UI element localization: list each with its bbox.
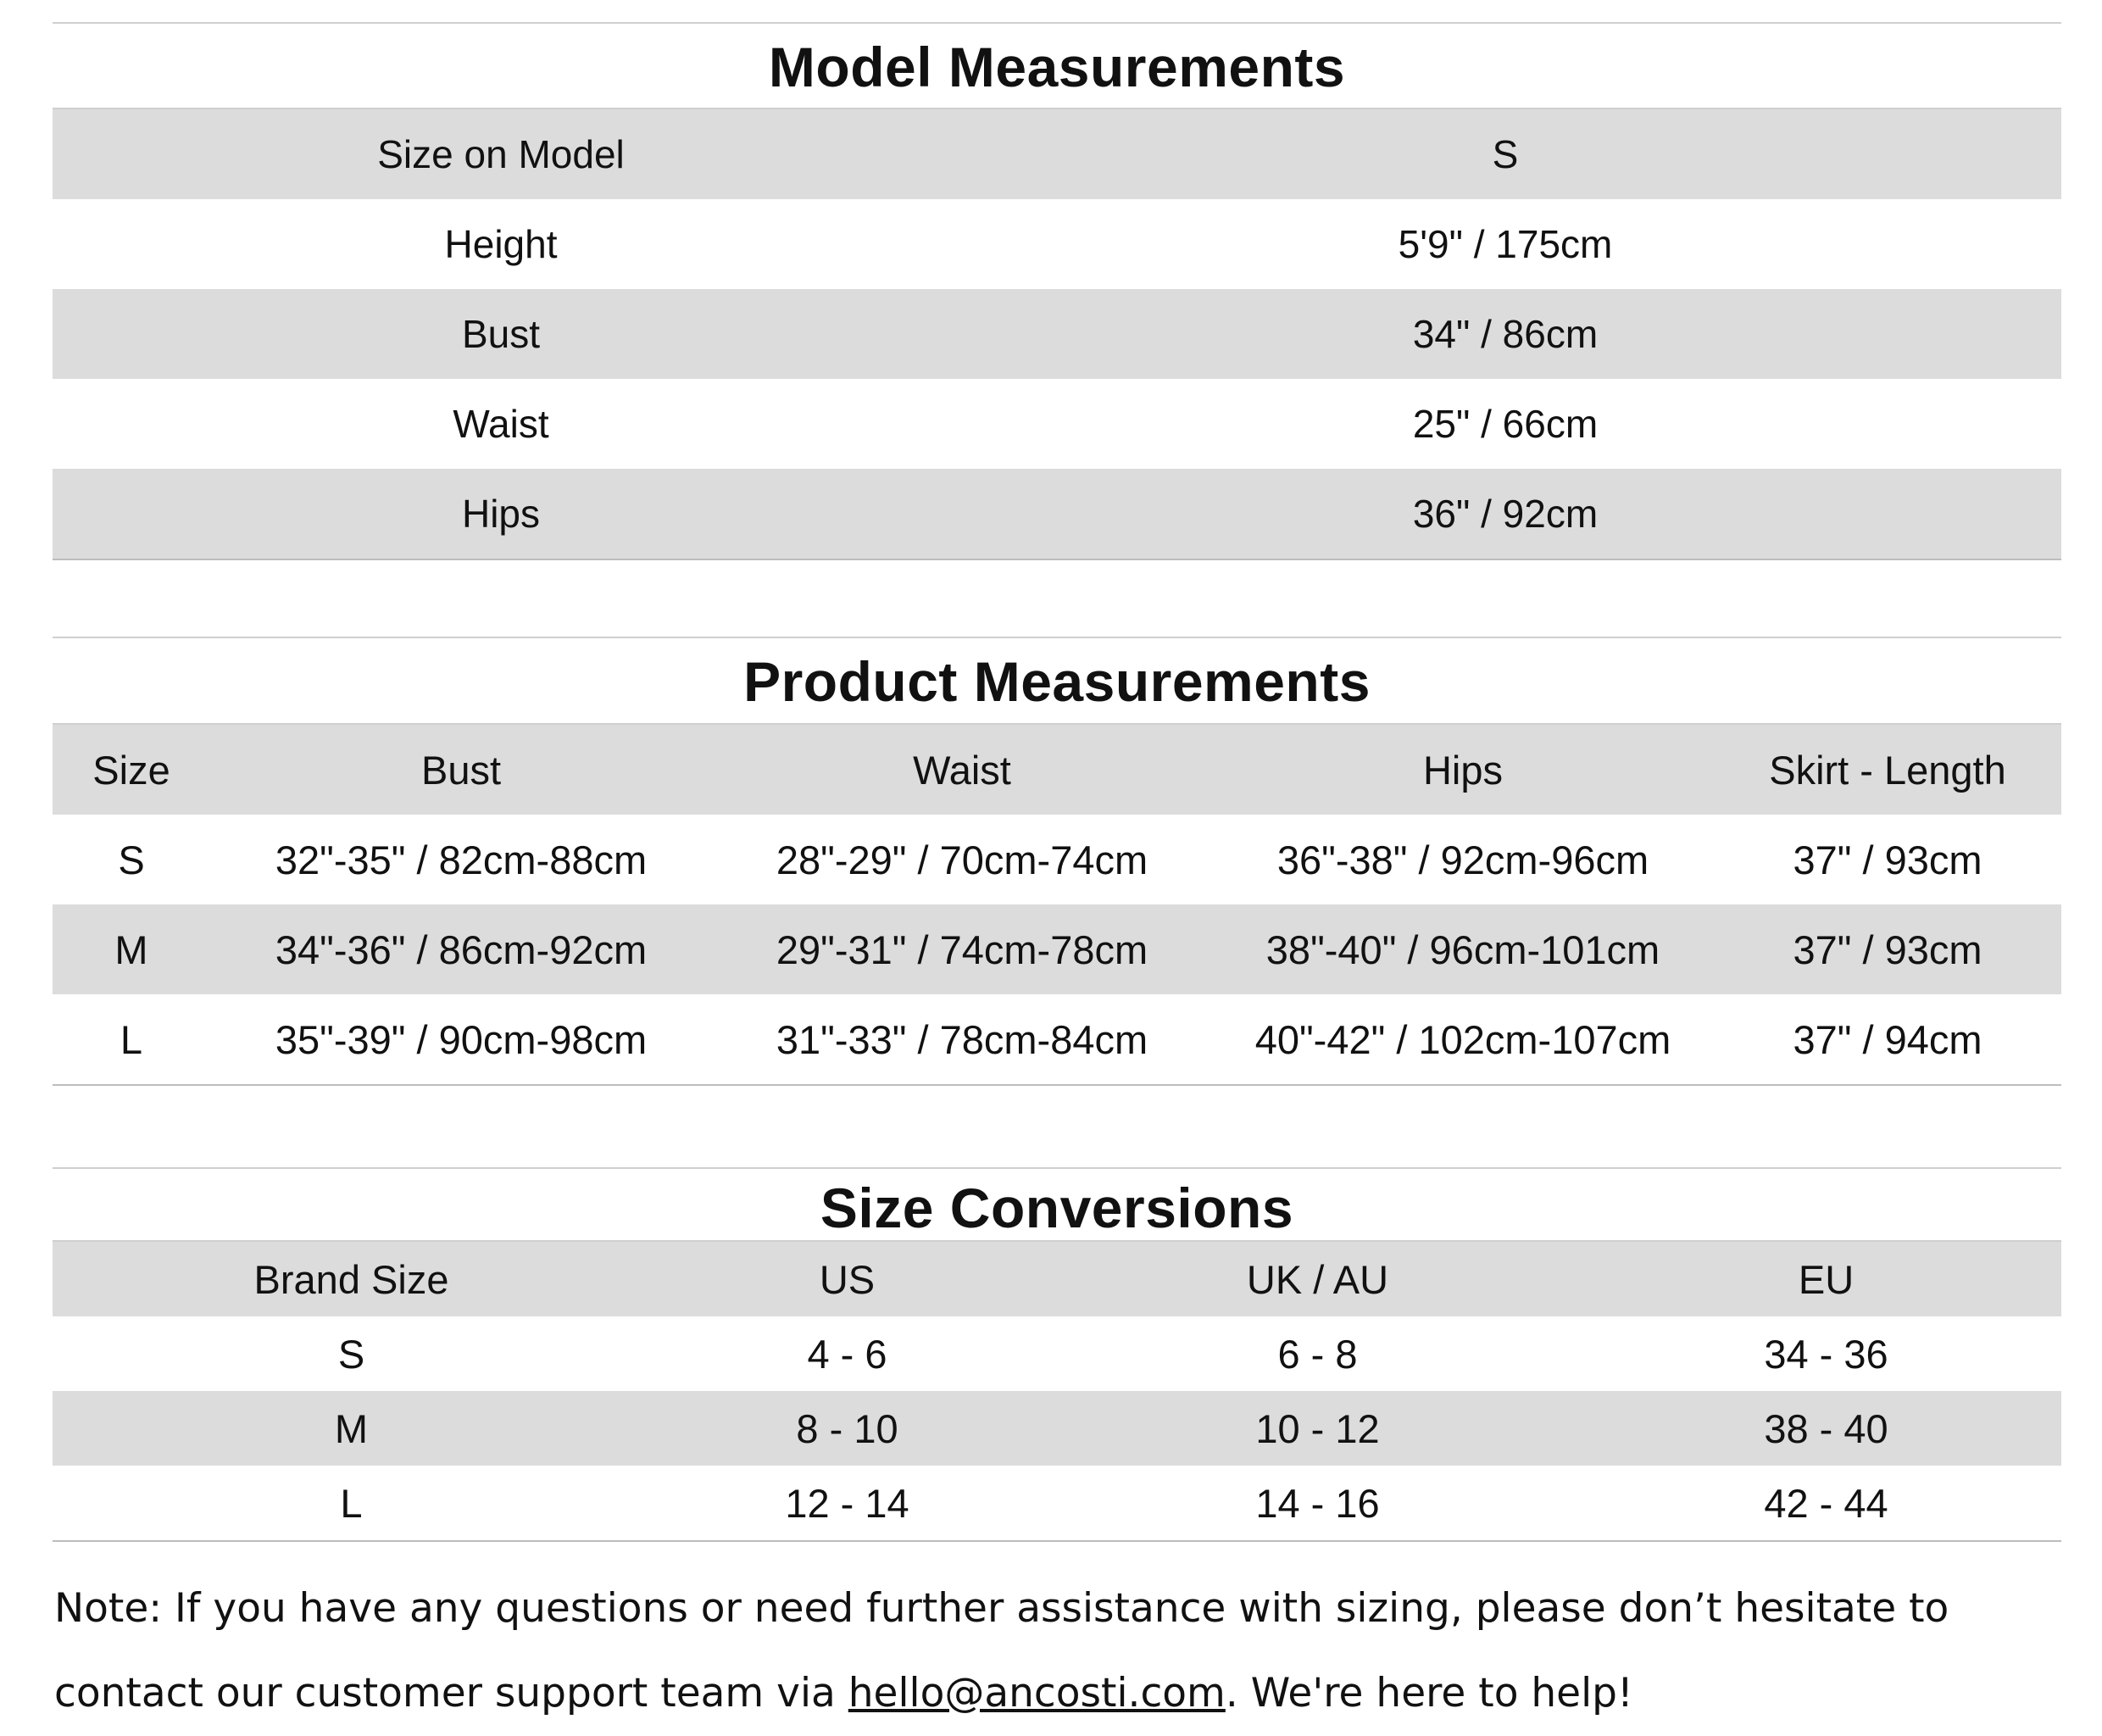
column-header: Waist xyxy=(712,725,1212,815)
size-conversions-section xyxy=(53,1167,2061,1542)
table-cell: 37" / 93cm xyxy=(1714,904,2061,994)
model-measurements-section xyxy=(53,22,2061,560)
model-label: Hips xyxy=(53,469,949,559)
table-cell: 34"-36" / 86cm-92cm xyxy=(210,904,712,994)
table-cell: 29"-31" / 74cm-78cm xyxy=(712,904,1212,994)
table-cell: 38 - 40 xyxy=(1591,1391,2061,1466)
column-header: Hips xyxy=(1212,725,1714,815)
product-measurements-section xyxy=(53,637,2061,1086)
table-cell: M xyxy=(53,1391,650,1466)
column-header: Brand Size xyxy=(53,1242,650,1316)
support-email-link[interactable]: hello@ancosti.com xyxy=(848,1670,1226,1717)
table-row xyxy=(53,815,2061,904)
table-row xyxy=(53,1391,2061,1466)
column-header: Size xyxy=(53,725,210,815)
table-cell: 37" / 93cm xyxy=(1793,837,1982,882)
table-cell: L xyxy=(340,1480,363,1526)
model-value: 5'9" / 175cm xyxy=(1398,222,1613,266)
table-cell: 4 - 6 xyxy=(807,1331,887,1377)
table-cell: 28"-29" / 70cm-74cm xyxy=(776,837,1148,882)
table-row xyxy=(53,904,2061,994)
table-cell: 31"-33" / 78cm-84cm xyxy=(776,1016,1148,1062)
product-measurements-table xyxy=(53,725,2061,1086)
model-value: S xyxy=(949,109,2061,199)
table-cell: S xyxy=(118,837,145,882)
table-row xyxy=(53,469,2061,559)
model-value: 25" / 66cm xyxy=(1412,402,1599,446)
table-cell: 42 - 44 xyxy=(1764,1480,1888,1526)
model-value: 36" / 92cm xyxy=(949,469,2061,559)
size-conversions-title: Size Conversions xyxy=(53,1167,2061,1242)
table-cell: M xyxy=(53,904,210,994)
model-label: Waist xyxy=(453,402,549,446)
table-cell: 37" / 94cm xyxy=(1793,1016,1982,1062)
column-header: Bust xyxy=(210,725,712,815)
table-header-row xyxy=(53,1242,2061,1316)
column-header: Skirt - Length xyxy=(1714,725,2061,815)
column-header: EU xyxy=(1591,1242,2061,1316)
table-cell: S xyxy=(337,1331,365,1377)
table-cell: 36"-38" / 92cm-96cm xyxy=(1276,837,1649,882)
table-cell: 8 - 10 xyxy=(650,1391,1044,1466)
column-header: US xyxy=(650,1242,1044,1316)
note-text: Note: If you have any questions or need further assistance with sizing, please don’t hesitate to contact our customer support team via xyxy=(54,1585,1949,1717)
table-cell: 40"-42" / 102cm-107cm xyxy=(1254,1016,1671,1062)
size-conversions-table xyxy=(53,1242,2061,1542)
table-cell: L xyxy=(120,1016,143,1062)
table-cell: 32"-35" / 82cm-88cm xyxy=(275,837,648,882)
model-measurements-table xyxy=(53,109,2061,560)
table-header-row xyxy=(53,725,2061,815)
table-cell: 12 - 14 xyxy=(785,1480,909,1526)
model-label: Size on Model xyxy=(53,109,949,199)
table-cell: 14 - 16 xyxy=(1255,1480,1380,1526)
table-row xyxy=(53,994,2061,1085)
table-row xyxy=(53,199,2061,289)
table-cell: 10 - 12 xyxy=(1044,1391,1591,1466)
column-header: UK / AU xyxy=(1044,1242,1591,1316)
table-cell: 38"-40" / 96cm-101cm xyxy=(1212,904,1714,994)
table-row xyxy=(53,109,2061,199)
table-cell: 6 - 8 xyxy=(1277,1331,1358,1377)
model-value: 34" / 86cm xyxy=(949,289,2061,379)
model-label: Height xyxy=(444,222,558,266)
sizing-note xyxy=(54,1566,2063,1736)
note-text-end: . We're here to help! xyxy=(1225,1670,1633,1717)
model-label: Bust xyxy=(53,289,949,379)
model-measurements-title: Model Measurements xyxy=(53,22,2061,109)
table-row xyxy=(53,289,2061,379)
table-row xyxy=(53,379,2061,469)
table-row xyxy=(53,1316,2061,1391)
table-cell: 35"-39" / 90cm-98cm xyxy=(275,1016,648,1062)
product-measurements-title: Product Measurements xyxy=(53,637,2061,725)
table-cell: 34 - 36 xyxy=(1764,1331,1888,1377)
table-row xyxy=(53,1466,2061,1541)
